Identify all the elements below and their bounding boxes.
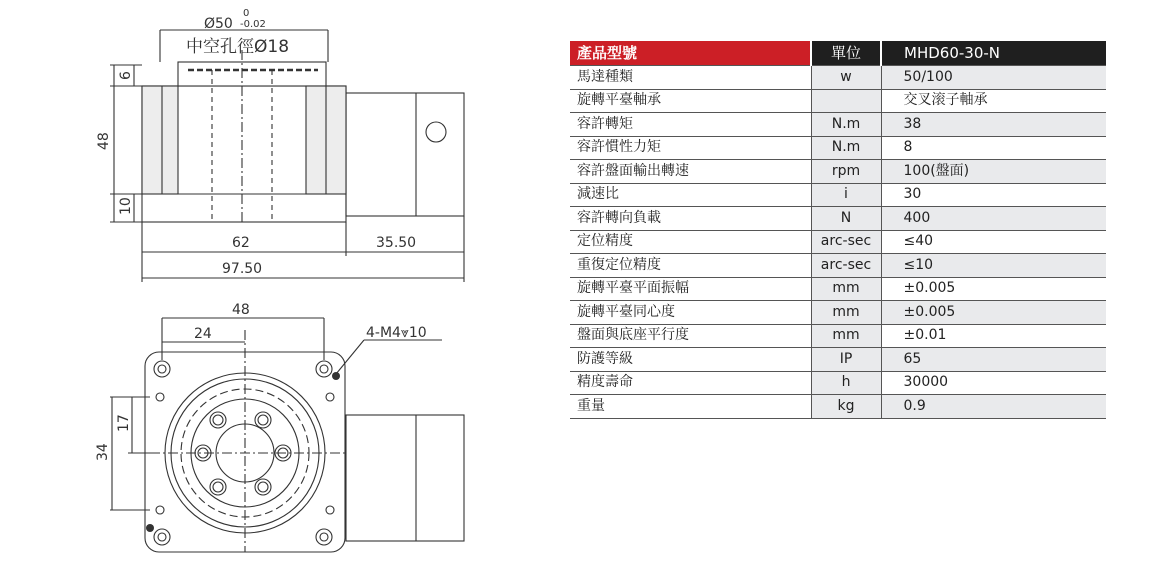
side-view-port-circle (426, 122, 446, 142)
row-value: 65 (881, 348, 1106, 372)
table-row (570, 207, 1106, 231)
row-unit: N.m (811, 113, 881, 137)
screw-callout: 4-M4⩔10 (366, 325, 427, 341)
dim-tolerance-upper: 0 (243, 8, 250, 19)
row-name: 盤面與底座平行度 (570, 324, 811, 348)
row-unit: rpm (811, 160, 881, 184)
table-row (570, 348, 1106, 372)
row-value: ±0.01 (881, 324, 1106, 348)
table-row (570, 254, 1106, 278)
row-name: 減速比 (570, 183, 811, 207)
table-row (570, 230, 1106, 254)
table-row (570, 89, 1106, 113)
table-row (570, 324, 1106, 348)
row-name: 容許盤面輸出轉速 (570, 160, 811, 184)
row-name: 旋轉平臺同心度 (570, 301, 811, 325)
table-row (570, 301, 1106, 325)
row-value: ±0.005 (881, 301, 1106, 325)
header-model-label: 產品型號 (570, 41, 811, 66)
row-name: 定位精度 (570, 230, 811, 254)
row-unit: arc-sec (811, 230, 881, 254)
side-view-motor (346, 93, 464, 216)
spec-table-header (570, 41, 1106, 66)
row-value: 100(盤面) (881, 160, 1106, 184)
dim-hollow-diameter: Ø50 (204, 16, 233, 32)
row-unit: w (811, 66, 881, 90)
row-value: 400 (881, 207, 1106, 231)
row-name: 旋轉平臺平面振幅 (570, 277, 811, 301)
row-name: 重量 (570, 395, 811, 419)
table-row (570, 395, 1106, 419)
row-value: ≤10 (881, 254, 1106, 278)
row-value: 8 (881, 136, 1106, 160)
row-unit (811, 89, 881, 113)
row-name: 重復定位精度 (570, 254, 811, 278)
dim-tolerance-lower: -0.02 (240, 19, 266, 30)
side-view-top-flange (178, 62, 326, 86)
header-unit: 單位 (811, 41, 881, 66)
table-row (570, 136, 1106, 160)
row-value: ≤40 (881, 230, 1106, 254)
dim-height-48: 48 (96, 132, 112, 150)
row-unit: arc-sec (811, 254, 881, 278)
row-value: 0.9 (881, 395, 1106, 419)
dim-motor-width: 35.50 (376, 235, 417, 251)
row-value: 交叉滚子軸承 (881, 89, 1106, 113)
row-unit: N.m (811, 136, 881, 160)
table-row (570, 113, 1106, 137)
row-unit: mm (811, 277, 881, 301)
table-row (570, 66, 1106, 90)
row-name: 容許轉向負載 (570, 207, 811, 231)
row-unit: mm (811, 324, 881, 348)
row-name: 容許慣性力矩 (570, 136, 811, 160)
hollow-bore-label: 中空孔徑Ø18 (186, 37, 290, 57)
dim-front-width: 48 (232, 302, 250, 318)
dim-front-height-34: 34 (95, 443, 111, 461)
row-unit: IP (811, 348, 881, 372)
technical-drawing (0, 0, 560, 572)
row-value: 50/100 (881, 66, 1106, 90)
dim-total-width: 97.50 (222, 261, 263, 277)
spec-table (570, 41, 1106, 419)
row-name: 容許轉矩 (570, 113, 811, 137)
dim-bottom-step: 10 (118, 197, 134, 215)
row-unit: N (811, 207, 881, 231)
row-value: 38 (881, 113, 1106, 137)
row-value: 30 (881, 183, 1106, 207)
dim-top-step: 6 (118, 71, 134, 80)
row-name: 精度壽命 (570, 371, 811, 395)
row-name: 馬達種類 (570, 66, 811, 90)
row-name: 旋轉平臺軸承 (570, 89, 811, 113)
row-name: 防護等級 (570, 348, 811, 372)
dim-front-half-width: 24 (194, 326, 212, 342)
table-row (570, 371, 1106, 395)
row-unit: i (811, 183, 881, 207)
row-unit: h (811, 371, 881, 395)
row-value: 30000 (881, 371, 1106, 395)
dim-front-height-17: 17 (116, 414, 132, 432)
table-row (570, 183, 1106, 207)
row-unit: mm (811, 301, 881, 325)
dim-body-width: 62 (232, 235, 250, 251)
table-row (570, 277, 1106, 301)
header-model-value: MHD60-30-N (881, 41, 1106, 66)
row-unit: kg (811, 395, 881, 419)
row-value: ±0.005 (881, 277, 1106, 301)
table-row (570, 160, 1106, 184)
